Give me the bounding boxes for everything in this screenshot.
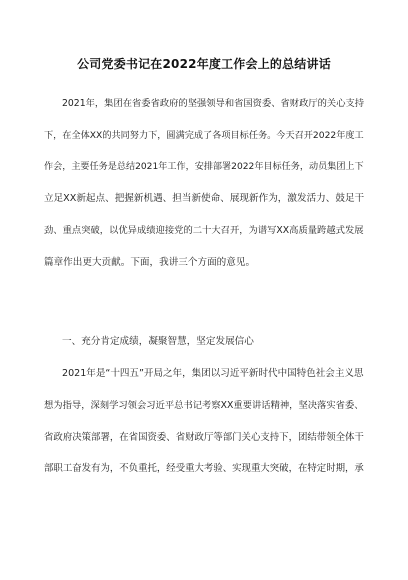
section-heading <box>44 326 364 358</box>
paragraph-line: 作会，主要任务是总结2021年工作，安排部署2022年目标任务，动员集团上下 <box>44 161 364 172</box>
paragraph-line: 下，在全体XX的共同努力下，圆满完成了各项目标任务。今天召开2022年度工 <box>44 129 364 141</box>
paragraph-line: 立足XX新起点、把握新机遇、担当新使命、展现新作为，激发活力、鼓足干 <box>44 193 365 205</box>
paragraph-intro <box>44 88 364 279</box>
paragraph-line: 想为指导，深刻学习领会习近平总书记考察XX重要讲话精神，坚决落实省委、 <box>44 399 364 411</box>
paragraph-line: 劲、重点突破，以优异成绩迎接党的二十大召开，为谱写XX高质量跨越式发展 <box>44 225 364 237</box>
paragraph-line: 省政府决策部署，在省国资委、省财政厅等部门关心支持下，团结带领全体干 <box>44 431 364 443</box>
paragraph-line: 2021年是“十四五”开局之年，集团以习近平新时代中国特色社会主义思 <box>62 368 364 379</box>
document-title: 公司党委书记在2022年度工作会上的总结讲话 <box>77 57 331 71</box>
paragraph-line: 篇章作出更大贡献。下面，我讲三个方面的意见。 <box>44 256 256 268</box>
paragraph-achievements <box>44 358 364 485</box>
paragraph-line: 部职工奋发有为，不负重托，经受重大考验、实现重大突破，在特定时期，承 <box>44 463 364 475</box>
section-heading-text: 一、充分肯定成绩，凝聚智慧，坚定发展信心 <box>62 336 254 347</box>
paragraph-line: 2021年，集团在省委省政府的坚强领导和省国资委、省财政厅的关心支持 <box>62 98 365 109</box>
